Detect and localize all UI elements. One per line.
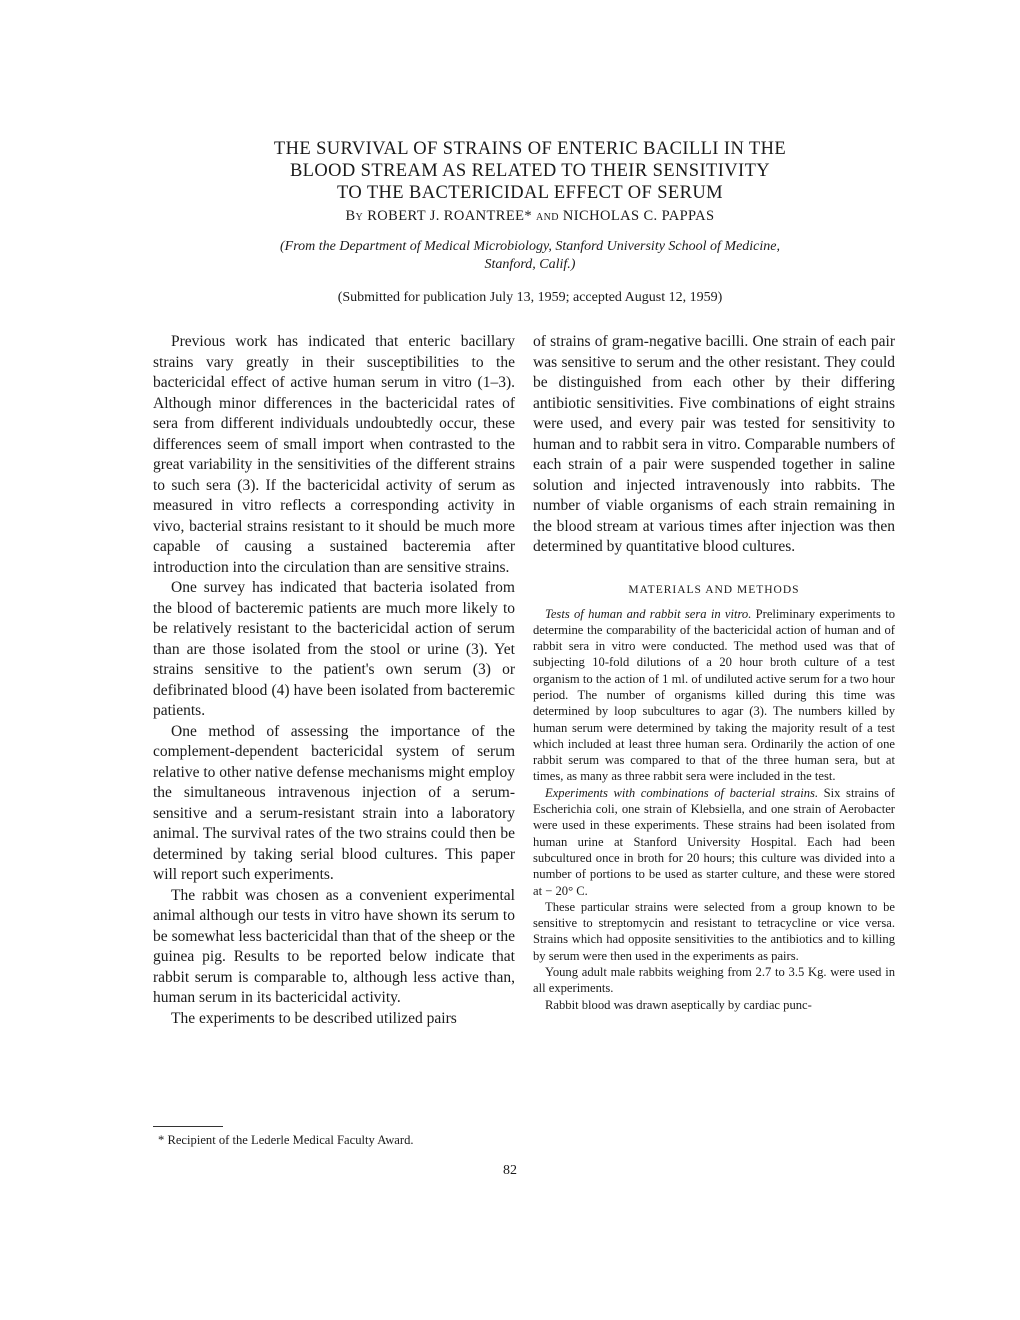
title-line-3: TO THE BACTERICIDAL EFFECT OF SERUM	[337, 183, 723, 203]
affiliation	[180, 238, 880, 274]
title-line-2: BLOOD STREAM AS RELATED TO THEIR SENSITIVITY	[289, 161, 771, 181]
section-heading: MATERIALS AND METHODS	[628, 583, 800, 596]
combinations-text: Six strains of Escherichia coli, one strain of Klebsiella, and one strain of Aerobacter were used in these experiments. These strains had been isolated from human urine at Stanford University Hospital. Each had been subcultured once in broth for 20 hours; this culture was divided into a number of portions to be used as starter culture, and these were stored at − 20° C.	[533, 785, 895, 898]
affiliation-line-1: (From the Department of Medical Microbiology, Stanford University School of Medicine,	[279, 239, 780, 254]
intro-continued: of strains of gram-negative bacilli. One strain of each pair was sensitive to serum and the other resistant. They could be distinguished from each other by their differing antibiotic sensitivities. Five combinations of eight strains were used, and every pair was tested for sensitivity to human and to rabbit sera in vitro. Comparable numbers of each strain of a pair were suspended together in saline solution and injected intravenously into rabbits. The number of viable organisms of each strain remaining in the blood stream at various times after injection was then determined by quantitative blood cultures.	[533, 333, 895, 555]
byline-by: By	[345, 208, 364, 224]
intro-paragraph-4: The rabbit was chosen as a convenient experimental animal although our tests in vitro have shown its serum to be somewhat less bactericidal than that of the sheep or the guinea pig. Results to be reported below indicate that rabbit serum is comparable to, although less active than, human serum in its bactericidal activity.	[153, 886, 515, 1006]
author-1: ROBERT J. ROANTREE*	[367, 208, 532, 224]
author-2: NICHOLAS C. PAPPAS	[562, 208, 715, 224]
methods-paragraph-1	[533, 606, 895, 785]
author-byline	[150, 208, 910, 225]
submission-dates: (Submitted for publication July 13, 1959; accepted August 12, 1959)	[337, 290, 723, 305]
subheading-sera-tests: Tests of human and rabbit sera in vitro.	[545, 606, 752, 621]
page-number: 82	[503, 1163, 517, 1178]
right-column	[533, 332, 895, 1013]
methods-paragraph-2	[533, 785, 895, 899]
byline-and: and	[536, 208, 559, 224]
footnote: * Recipient of the Lederle Medical Faculty Award.	[158, 1133, 414, 1147]
intro-paragraph-1: Previous work has indicated that enteric bacillary strains vary greatly in their susceptibilities to the bactericidal effect of active human serum in vitro (1–3). Although minor differences in the bactericidal rates of sera from different individuals undoubtedly occur, these differences seem of small import when contrasted to the great variability in the sensitivities of the different strains to such sera (3). If the bactericidal activity of serum as measured in vitro reflects a corresponding activity in vivo, bacterial strains resistant to it should be much more capable of causing a sustained bacteremia after introduction into the circulation than are sensitive strains.	[153, 333, 515, 576]
intro-paragraph-5: The experiments to be described utilized pairs	[171, 1009, 457, 1027]
title-line-1: THE SURVIVAL OF STRAINS OF ENTERIC BACILLI IN THE	[273, 139, 787, 159]
subheading-combinations: Experiments with combinations of bacterial strains.	[545, 785, 819, 800]
methods-paragraph-5: Rabbit blood was drawn aseptically by cardiac punc-	[545, 997, 812, 1012]
affiliation-line-2: Stanford, Calif.)	[484, 257, 576, 272]
left-column	[153, 332, 515, 1029]
sera-tests-text: Preliminary experiments to determine the comparability of the bactericidal action of human and of rabbit sera in vitro were conducted. The method used was that of subjecting 10-fold dilutions of a 20 hour broth culture of a test organism to the action of 1 ml. of undiluted active serum for a two hour period. The number of organisms killed during this time was determined by loop subcultures to agar (3). The numbers killed by human serum were determined by taking the majority result of a test which included at least three human sera. Ordinarily the action of one rabbit serum was compared to that of the three human sera, but at times, as many as three rabbit sera were included in the test.	[533, 606, 895, 784]
footnote-divider	[153, 1126, 223, 1127]
methods-paragraph-3: These particular strains were selected from a group known to be sensitive to streptomycin and resistant to tetracycline or vice versa. Strains which had opposite sensitivities to the antibiotics and to killing by serum were then used in the experiments as pairs.	[533, 899, 895, 963]
methods-paragraph-4: Young adult male rabbits weighing from 2.7 to 3.5 Kg. were used in all experiments.	[533, 965, 895, 996]
intro-paragraph-2: One survey has indicated that bacteria isolated from the blood of bacteremic patients are much more likely to be relatively resistant to the bactericidal action of serum than are those isolated from the stool or urine (3). Yet strains sensitive to the patient's own serum (3) or defibrinated blood (4) have been isolated from bacteremic patients.	[153, 579, 515, 719]
intro-paragraph-3: One method of assessing the importance of the complement-dependent bactericidal system of serum relative to other native defense mechanisms might employ the simultaneous intravenous injection of a serum-sensitive and a serum-resistant strain into a laboratory animal. The survival rates of the two strains could then be determined by taking serial blood cultures. This paper will report such experiments.	[153, 722, 515, 883]
article-title	[150, 138, 910, 204]
